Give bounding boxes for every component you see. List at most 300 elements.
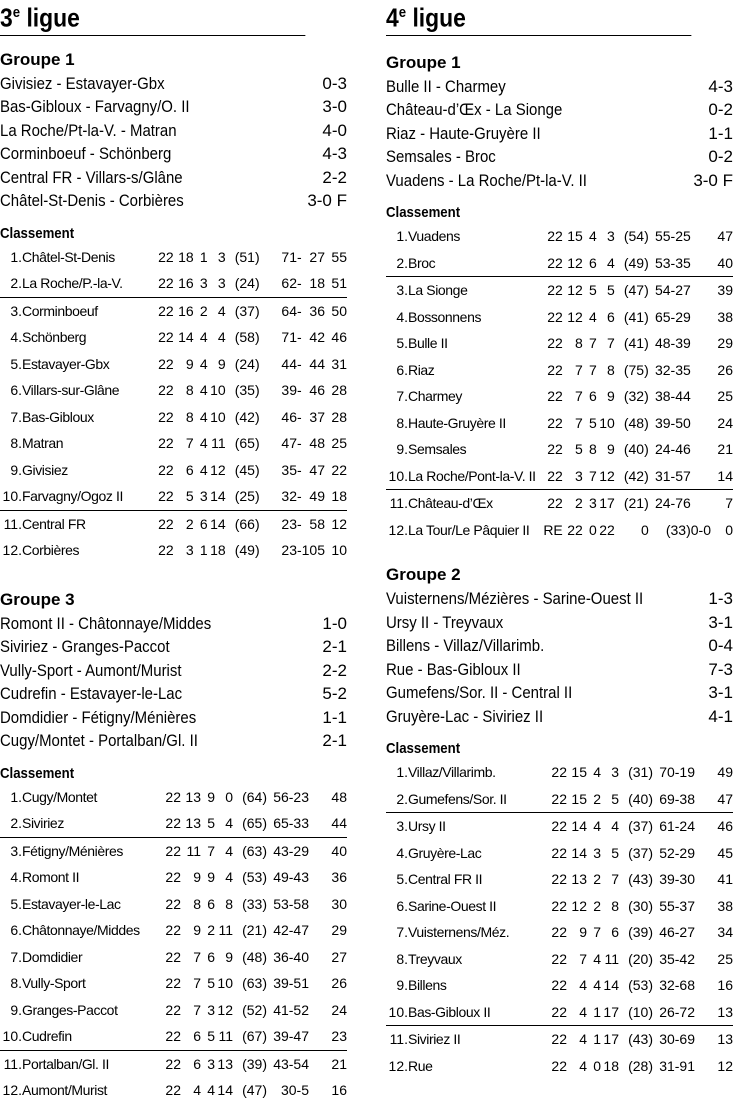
stat-cell: 22: [551, 1057, 567, 1074]
stat-cell: 30: [331, 895, 347, 912]
stat-cell: 22: [551, 871, 567, 888]
stat-cell: 2: [207, 922, 215, 939]
stat-cell: 22: [165, 1001, 181, 1018]
stat-cell: 5.: [396, 335, 408, 352]
stat-cell: 6: [207, 948, 215, 965]
stat-cell: [695, 840, 711, 867]
stat-cell: 22: [165, 1082, 181, 1099]
stat-cell: 6.: [396, 897, 408, 914]
table-row: [386, 517, 733, 544]
stat-cell: (54): [623, 228, 649, 245]
stat-cell: 42: [309, 329, 325, 346]
stat-cell: 6: [207, 895, 215, 912]
match-score: 4-1: [708, 706, 733, 726]
stat-cell: 22: [165, 895, 181, 912]
stat-cell: 18: [178, 248, 194, 265]
stat-cell: 22: [158, 542, 174, 559]
stat-cell: 16: [174, 270, 194, 297]
stat-cell: (52): [242, 1001, 267, 1018]
match-score: 3-0 F: [307, 191, 347, 211]
stat-cell: [695, 813, 711, 840]
stat-cell: 22: [159, 810, 181, 837]
result-row: [0, 706, 347, 730]
team-name: Château-d’Œx: [408, 495, 493, 512]
team-name: Aumont/Murist: [22, 1082, 108, 1099]
team-name: Central FR: [22, 515, 86, 532]
table-row: [386, 759, 733, 786]
stat-cell: 4: [225, 842, 233, 859]
stat-cell: (40): [619, 786, 653, 813]
stat-cell: (33): [242, 895, 267, 912]
stat-cell: 8: [574, 335, 583, 352]
table-row: [0, 457, 347, 484]
stat-cell: 7.: [10, 408, 22, 425]
stat-cell: 7: [574, 388, 583, 405]
stat-cell: 4: [567, 999, 587, 1026]
stat-cell: 0: [725, 521, 733, 538]
stat-cell: 4: [215, 810, 233, 837]
stat-cell: 5.: [396, 871, 408, 888]
result-row: [386, 98, 733, 122]
stat-cell: 6: [583, 250, 597, 277]
stat-cell: 22: [547, 228, 563, 245]
column-4e-ligue: [386, 0, 733, 1079]
results-list: [386, 587, 733, 728]
stat-cell: [691, 436, 711, 463]
stat-cell: 4.: [396, 844, 408, 861]
result-row: [386, 122, 733, 146]
stat-cell: 11: [215, 1023, 233, 1050]
result-row: [386, 658, 733, 682]
stat-cell: 3: [194, 270, 208, 297]
stat-cell: 4: [199, 355, 208, 372]
stat-cell: 6: [606, 308, 615, 325]
stat-cell: 29: [717, 335, 733, 352]
stat-cell: 17: [603, 1031, 619, 1048]
league-heading: 4e ligue: [386, 0, 691, 36]
team-name: La Roche/P.-la-V.: [22, 270, 152, 297]
match-name: Gruyère-Lac - Siviriez II: [386, 706, 544, 726]
stat-cell: 45: [717, 844, 733, 861]
stat-cell: [695, 972, 711, 999]
stat-cell: 6: [199, 515, 208, 532]
stat-cell: 4: [217, 329, 226, 346]
stat-cell: (49): [234, 542, 260, 559]
stat-cell: 7.: [10, 948, 22, 965]
table-row: [386, 436, 733, 463]
result-row: [0, 729, 347, 753]
stat-cell: 21: [717, 441, 733, 458]
result-row: [386, 169, 733, 193]
stat-cell: 15: [567, 228, 583, 245]
results-list: [386, 75, 733, 193]
stat-cell: [695, 999, 711, 1026]
table-row: [0, 430, 347, 457]
stat-cell: 9: [207, 788, 215, 805]
stat-cell: 22: [541, 463, 563, 490]
stat-cell: 11: [186, 842, 201, 859]
result-row: [0, 142, 347, 166]
team-name: Farvagny/Ogoz II: [22, 483, 152, 510]
stat-cell: [691, 330, 711, 357]
stat-cell: (49): [615, 250, 649, 277]
group-block: [386, 565, 733, 1079]
stat-cell: (43): [628, 1031, 653, 1048]
stat-cell: 12.: [388, 521, 408, 538]
stat-cell: (48): [242, 948, 267, 965]
stat-cell: 2: [199, 302, 208, 319]
stat-cell: 11: [604, 950, 619, 967]
stat-cell: 4.: [10, 329, 22, 346]
table-row: [386, 893, 733, 920]
stat-cell: 9: [579, 924, 587, 941]
stat-cell: 7: [185, 435, 194, 452]
stat-cell: (58): [234, 329, 260, 346]
stat-cell: 5: [611, 844, 619, 861]
stat-cell: 12: [331, 515, 347, 532]
stat-cell: (48): [623, 414, 649, 431]
match-score: 4-3: [708, 76, 733, 96]
stat-cell: 1: [199, 542, 208, 559]
stat-cell: 61-24: [659, 818, 695, 835]
stat-cell: 22: [567, 521, 583, 538]
stat-cell: 4: [593, 950, 601, 967]
team-name: Châtel-St-Denis: [22, 248, 115, 265]
stat-cell: 39: [717, 282, 733, 299]
match-score: 3-1: [708, 683, 733, 703]
stat-cell: 4: [593, 764, 601, 781]
stat-cell: 6: [193, 1055, 201, 1072]
stat-cell: 70-19: [659, 764, 695, 781]
group-title: Groupe 1: [386, 52, 461, 72]
stat-cell: 9: [193, 922, 201, 939]
stat-cell: (37): [234, 302, 260, 319]
stat-cell: 16: [178, 302, 194, 319]
table-row: [0, 404, 347, 431]
table-row: [0, 351, 347, 378]
stat-cell: 48: [309, 435, 325, 452]
stat-cell: [695, 866, 711, 893]
stat-cell: (65): [234, 435, 260, 452]
stat-cell: 32-35: [654, 361, 691, 378]
stat-cell: 22: [158, 302, 174, 319]
stat-cell: (47): [623, 282, 649, 299]
stat-cell: 4.: [396, 308, 408, 325]
stat-cell: [309, 1050, 325, 1077]
table-row: [0, 324, 347, 351]
match-score: 2-1: [322, 731, 347, 751]
stat-cell: 11: [211, 435, 226, 452]
stat-cell: [309, 837, 325, 864]
table-row: [0, 1077, 347, 1104]
team-name: Charmey: [408, 388, 462, 405]
stat-cell: 4: [579, 1057, 587, 1074]
stat-cell: [309, 810, 325, 837]
stat-cell: [309, 1077, 325, 1104]
stat-cell: 5: [174, 483, 194, 510]
stat-cell: 4: [225, 869, 233, 886]
team-name: Cugy/Montet: [22, 788, 97, 805]
match-name: Billens - Villaz/Villarimb.: [386, 636, 545, 656]
team-name: La Roche/Pont-la-V. II: [408, 463, 541, 490]
stat-cell: [691, 250, 711, 277]
stat-cell: (30): [628, 897, 653, 914]
match-name: Cudrefin - Estavayer-le-Lac: [0, 684, 183, 704]
stat-cell: 6.: [10, 922, 22, 939]
stat-cell: 0: [225, 788, 233, 805]
stat-cell: (53): [242, 869, 267, 886]
stat-cell: 69-38: [653, 786, 695, 813]
stat-cell: 1.: [396, 764, 408, 781]
stat-cell: 12.: [2, 1082, 22, 1099]
stat-cell: 5: [201, 810, 215, 837]
stat-cell: 4: [579, 1031, 587, 1048]
stat-cell: 4: [597, 250, 615, 277]
stat-cell: 13: [185, 788, 201, 805]
team-name: Bas-Gibloux: [22, 408, 94, 425]
stat-cell: (20): [628, 950, 653, 967]
table-row: [386, 330, 733, 357]
stat-cell: 39-30: [659, 871, 695, 888]
stat-cell: 22: [158, 248, 174, 265]
stat-cell: 22: [165, 1055, 181, 1072]
group-title: Groupe 1: [0, 49, 75, 69]
stat-cell: 9: [217, 355, 226, 372]
stat-cell: 2: [185, 515, 194, 532]
stat-cell: 3: [563, 463, 583, 490]
stat-cell: 17: [601, 999, 619, 1026]
standings-title: Classement: [386, 740, 461, 758]
stat-cell: (42): [234, 408, 260, 425]
table-row: [386, 786, 733, 813]
stat-cell: 24-46: [654, 441, 691, 458]
table-row: [0, 997, 347, 1024]
stat-cell: 5: [574, 441, 583, 458]
match-name: Rue - Bas-Gibloux II: [386, 659, 521, 679]
match-name: Vully-Sport - Aumont/Murist: [0, 660, 182, 680]
stat-cell: 51: [325, 270, 347, 297]
stat-cell: 7: [193, 948, 201, 965]
table-row: [386, 919, 733, 946]
table-row: [0, 810, 347, 837]
stat-cell: 47: [309, 461, 325, 478]
table-row: [386, 840, 733, 867]
stat-cell: 12: [567, 282, 583, 299]
result-row: [0, 72, 347, 96]
team-name: Treyvaux: [408, 950, 462, 967]
stat-cell: 11.: [389, 495, 408, 512]
stat-cell: 12.: [2, 542, 22, 559]
match-score: 0-2: [708, 147, 733, 167]
table-row: [0, 784, 347, 811]
team-name: Givisiez: [22, 461, 68, 478]
stat-cell: 6: [185, 461, 194, 478]
stat-cell: 5.: [10, 895, 22, 912]
table-row: [0, 377, 347, 404]
standings-table: [0, 784, 347, 1104]
stat-cell: 1: [587, 999, 601, 1026]
result-row: [0, 682, 347, 706]
stat-cell: 4: [199, 382, 208, 399]
stat-cell: 2.: [386, 786, 408, 813]
match-score: 3-1: [708, 612, 733, 632]
table-row: [0, 270, 347, 297]
group-title: Groupe 3: [0, 589, 75, 609]
stat-cell: 46: [331, 329, 347, 346]
stat-cell: 22: [547, 361, 563, 378]
match-score: 3-0: [322, 97, 347, 117]
stat-cell: 5: [588, 414, 597, 431]
stat-cell: [309, 784, 325, 811]
stat-cell: 22: [158, 382, 174, 399]
table-row: [386, 972, 733, 999]
stat-cell: 10: [210, 408, 226, 425]
group-block: [386, 53, 733, 544]
stat-cell: 40: [711, 250, 733, 277]
stat-cell: 55: [331, 248, 347, 265]
team-name: Châtonnaye/Middes: [22, 922, 140, 939]
team-name: La Tour/Le Pâquier II: [408, 521, 530, 538]
stat-cell: 22: [158, 435, 174, 452]
stat-cell: 22: [547, 308, 563, 325]
stat-cell: (53): [628, 977, 653, 994]
stat-cell: 6.: [396, 361, 408, 378]
stat-cell: 8: [606, 361, 615, 378]
match-score: 3-0 F: [693, 170, 733, 190]
stat-cell: 3: [208, 270, 226, 297]
stat-cell: [695, 1026, 711, 1053]
stat-cell: 12: [210, 461, 226, 478]
match-score: 1-1: [708, 123, 733, 143]
stat-cell: 22: [165, 975, 181, 992]
stat-cell: 23: [325, 1023, 347, 1050]
stat-cell: [309, 917, 325, 944]
stat-cell: 3: [606, 228, 615, 245]
stat-cell: 22: [158, 329, 174, 346]
result-row: [386, 587, 733, 611]
team-name: Gruyère-Lac: [408, 844, 482, 861]
match-score: 0-4: [708, 636, 733, 656]
stat-cell: 3.: [10, 302, 22, 319]
stat-cell: 11: [218, 922, 233, 939]
stat-cell: 9: [193, 869, 201, 886]
stat-cell: 44: [325, 810, 347, 837]
stat-cell: 30-69: [659, 1031, 695, 1048]
stat-cell: 27: [309, 248, 325, 265]
standings-title: Classement: [0, 224, 75, 242]
stat-cell: 43-54: [273, 1055, 309, 1072]
team-name: Domdidier: [22, 948, 83, 965]
stat-cell: 10: [217, 975, 233, 992]
stat-cell: 38-44: [654, 388, 691, 405]
stat-cell: (63): [242, 842, 267, 859]
stat-cell: 1.: [10, 248, 22, 265]
table-row: [0, 970, 347, 997]
league-heading: 3e ligue: [0, 0, 305, 36]
stat-cell: (21): [623, 495, 649, 512]
table-row: [386, 866, 733, 893]
stat-cell: [695, 759, 711, 786]
stat-cell: [691, 223, 711, 250]
stat-cell: 10.: [386, 463, 408, 490]
table-row: [0, 837, 347, 864]
stat-cell: 15: [567, 786, 587, 813]
stat-cell: 9: [606, 388, 615, 405]
table-row: [0, 297, 347, 324]
table-row: [386, 410, 733, 437]
stat-cell: (28): [628, 1057, 653, 1074]
stat-cell: (47): [242, 1082, 267, 1099]
stat-cell: 5: [588, 282, 597, 299]
stat-cell: 22: [547, 441, 563, 458]
stat-cell: (31): [628, 764, 653, 781]
table-row: [0, 483, 347, 510]
stat-cell: [691, 463, 711, 490]
stat-cell: 22: [547, 495, 563, 512]
match-score: 1-0: [322, 613, 347, 633]
match-score: 2-2: [322, 167, 347, 187]
stat-cell: 22: [551, 950, 567, 967]
stat-cell: 7.: [396, 388, 408, 405]
stat-cell: 23-: [281, 515, 302, 532]
match-score: 1-1: [322, 707, 347, 727]
stat-cell: (65): [233, 810, 267, 837]
stat-cell: 3: [217, 248, 226, 265]
stat-cell: 22: [551, 818, 567, 835]
results-list: [0, 72, 347, 213]
stat-cell: 14: [217, 1082, 233, 1099]
stat-cell: [691, 357, 711, 384]
stat-cell: 3: [588, 495, 597, 512]
stat-cell: (37): [628, 844, 653, 861]
stat-cell: 22: [159, 1023, 181, 1050]
table-row: [0, 944, 347, 971]
stat-cell: 22: [547, 388, 563, 405]
stat-cell: [309, 997, 325, 1024]
stat-cell: 31-57: [649, 463, 691, 490]
stat-cell: 0-0: [690, 521, 711, 538]
stat-cell: 12: [717, 1057, 733, 1074]
stat-cell: 22: [547, 282, 563, 299]
team-name: Villaz/Villarimb.: [408, 764, 496, 781]
stat-cell: 11.: [3, 515, 22, 532]
stat-cell: 5: [201, 1023, 215, 1050]
stat-cell: 41: [717, 871, 733, 888]
group-block: [0, 590, 347, 1104]
stat-cell: [695, 893, 711, 920]
stat-cell: 8: [185, 408, 194, 425]
stat-cell: 3.: [396, 282, 408, 299]
stat-cell: 18: [325, 483, 347, 510]
stat-cell: [309, 1023, 325, 1050]
stat-cell: 46: [717, 818, 733, 835]
stat-cell: 13: [181, 810, 201, 837]
stat-cell: 0: [593, 1057, 601, 1074]
table-row: [0, 917, 347, 944]
stat-cell: 71-: [281, 248, 302, 265]
stat-cell: 44-: [281, 355, 302, 372]
stat-cell: 7: [574, 361, 583, 378]
table-row: [386, 277, 733, 304]
stat-cell: 2: [593, 897, 601, 914]
stat-cell: 6: [611, 924, 619, 941]
match-name: Bulle II - Charmey: [386, 76, 506, 96]
stat-cell: (24): [234, 355, 260, 372]
match-score: 5-2: [322, 684, 347, 704]
stat-cell: 5: [207, 975, 215, 992]
stat-cell: 71-: [281, 329, 302, 346]
stat-cell: 39-47: [267, 1023, 309, 1050]
